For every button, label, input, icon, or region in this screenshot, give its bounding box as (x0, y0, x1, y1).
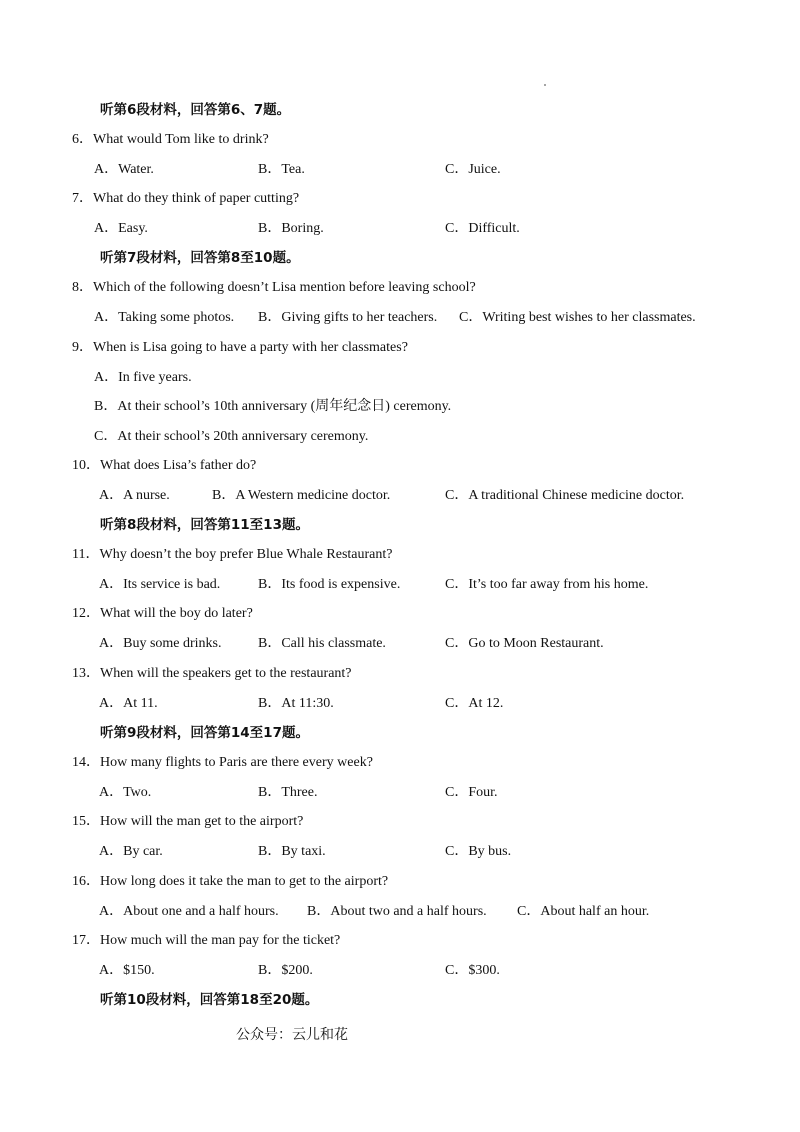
question-9-stem: 9．When is Lisa going to have a party with her classmates? (72, 340, 408, 355)
question-7-option-b: B．Boring. (258, 221, 324, 236)
question-13-option-a: A．At 11. (99, 696, 158, 711)
question-14-option-b: B．Three. (258, 785, 318, 800)
question-13-stem: 13．When will the speakers get to the restaurant? (72, 666, 352, 681)
question-8-stem: 8．Which of the following doesn’t Lisa mention before leaving school? (72, 280, 476, 295)
question-17-option-a: A．$150. (99, 963, 155, 978)
question-6-option-b: B．Tea. (258, 162, 305, 177)
question-6-stem: 6．What would Tom like to drink? (72, 132, 269, 147)
question-10-option-b: B．A Western medicine doctor. (212, 488, 391, 503)
stray-mark (544, 84, 546, 86)
question-15-option-c: C．By bus. (445, 844, 512, 859)
question-11-option-c: C．It’s too far away from his home. (445, 577, 649, 592)
question-11-option-a: A．Its service is bad. (99, 577, 221, 592)
question-14-option-a: A．Two. (99, 785, 152, 800)
question-16-option-c: C．About half an hour. (517, 904, 650, 919)
question-11-stem: 11．Why doesn’t the boy prefer Blue Whale Restaurant? (72, 547, 393, 562)
question-17-option-c: C．$300. (445, 963, 500, 978)
question-7-option-c: C．Difficult. (445, 221, 520, 236)
question-9-option-a: A．In five years. (94, 370, 192, 385)
question-9-option-c: C．At their school’s 20th anniversary ceremony. (94, 429, 369, 444)
question-13-option-b: B．At 11:30. (258, 696, 334, 711)
question-12-option-b: B．Call his classmate. (258, 636, 386, 651)
question-9-option-b: B．At their school’s 10th anniversary (周年纪念日) ceremony. (94, 399, 452, 414)
question-16-option-b: B．About two and a half hours. (307, 904, 487, 919)
section-heading-10: 听第10段材料，回答第18至20题。 (100, 992, 319, 1008)
question-15-stem: 15．How will the man get to the airport? (72, 814, 304, 829)
section-heading-8: 听第8段材料，回答第11至13题。 (100, 517, 309, 533)
watermark-text: 公众号：云儿和花 (236, 1027, 348, 1043)
question-8-option-b: B．Giving gifts to her teachers. (258, 310, 438, 325)
section-heading-7: 听第7段材料，回答第8至10题。 (100, 250, 300, 266)
question-10-stem: 10．What does Lisa’s father do? (72, 458, 257, 473)
question-17-stem: 17．How much will the man pay for the ticket? (72, 933, 341, 948)
question-7-option-a: A．Easy. (94, 221, 148, 236)
question-12-option-c: C．Go to Moon Restaurant. (445, 636, 604, 651)
question-12-option-a: A．Buy some drinks. (99, 636, 222, 651)
question-10-option-c: C．A traditional Chinese medicine doctor. (445, 488, 685, 503)
question-14-stem: 14．How many flights to Paris are there every week? (72, 755, 373, 770)
question-13-option-c: C．At 12. (445, 696, 504, 711)
question-8-option-a: A．Taking some photos. (94, 310, 235, 325)
question-11-option-b: B．Its food is expensive. (258, 577, 401, 592)
question-17-option-b: B．$200. (258, 963, 313, 978)
question-15-option-b: B．By taxi. (258, 844, 326, 859)
question-7-stem: 7．What do they think of paper cutting? (72, 191, 300, 206)
question-8-option-c: C．Writing best wishes to her classmates. (459, 310, 696, 325)
question-16-stem: 16．How long does it take the man to get to the airport? (72, 874, 389, 889)
question-12-stem: 12．What will the boy do later? (72, 606, 253, 621)
section-heading-6: 听第6段材料，回答第6、7题。 (100, 102, 291, 118)
question-16-option-a: A．About one and a half hours. (99, 904, 279, 919)
question-6-option-c: C．Juice. (445, 162, 501, 177)
section-heading-9: 听第9段材料，回答第14至17题。 (100, 725, 309, 741)
question-10-option-a: A．A nurse. (99, 488, 170, 503)
question-15-option-a: A．By car. (99, 844, 163, 859)
question-6-option-a: A．Water. (94, 162, 154, 177)
question-14-option-c: C．Four. (445, 785, 498, 800)
